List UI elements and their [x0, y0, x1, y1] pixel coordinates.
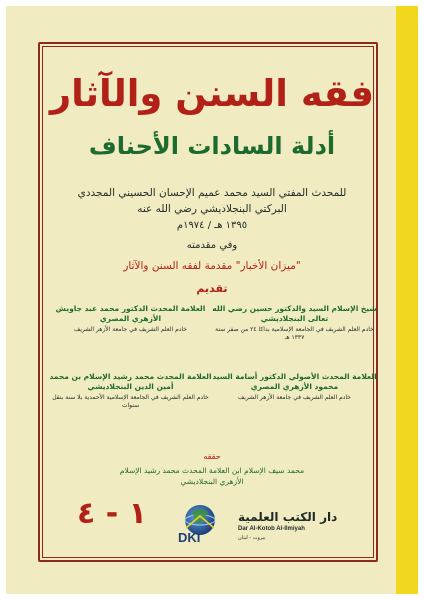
publisher-name-en: Dar Al-Kotob Al-Ilmiyah: [238, 526, 305, 532]
presenter-4-name: العلامة المحدث محمد رشيد الإسلام بن محمد أمين الدين البنجلاديشي: [49, 372, 212, 392]
presenter-3: [212, 372, 377, 402]
intro-title: "ميزان الأخبار" مقدمة لفقه السنن والآثار: [123, 260, 301, 272]
editor-line-1: محمد سيف الإسلام ابن العلامة المحدث محمد رشيد الإسلام: [119, 466, 305, 475]
volume-range: ١ - ٤: [77, 496, 147, 531]
author-line-1: للمحدث المفتي السيد محمد عميم الإحسان الحسيني المجددي: [77, 187, 347, 199]
publisher-logo: [170, 502, 338, 550]
author-block: [0, 186, 424, 218]
intro-label: وفي مقدمته: [186, 240, 238, 251]
presenter-3-name: العلامة المحدث الأصولي الدكتور أسامة السيد محمود الأزهري المصري: [212, 372, 377, 392]
presenter-2-name: العلامة المحدث الدكتور محمد عبد جاويش الأزهري المصري: [55, 304, 206, 324]
presenter-1: [212, 304, 377, 342]
sub-title: أدلة السادات الأحناف: [88, 132, 336, 160]
main-title: فقه السنن والآثار: [49, 72, 375, 115]
tahqiq-label: حققه: [203, 452, 221, 461]
presenter-2: [48, 304, 213, 334]
author-dates: ١٣٩٥ هـ / ١٩٧٤م: [176, 220, 248, 231]
presenter-1-desc: خادم العلم الشريف في الجامعة الإسلامية بداكا ٢٤ من صفر سنة ١٣٣٧ هـ: [215, 326, 374, 342]
taqdim-label: تقديم: [196, 282, 228, 295]
presenter-2-desc: خادم العلم الشريف في جامعة الأزهر الشريف: [73, 326, 187, 334]
editor-line-2: الأزهري البنجلاديشي: [180, 476, 244, 486]
publisher-abbr: DKI: [178, 530, 201, 545]
presenter-3-desc: خادم العلم الشريف في جامعة الأزهر الشريف: [237, 394, 351, 402]
presenter-4: [48, 372, 213, 410]
publisher-location: بيروت - لبنان: [238, 535, 266, 541]
author-line-2: البركتي البنجلاديشي رضي الله عنه: [137, 202, 287, 215]
publisher-name-ar: دار الكتب العلمية: [238, 510, 338, 524]
presenter-1-name: شيخ الإسلام السيد والدكتور حسين رضي الله تعالى البنجلاديشي: [212, 304, 377, 324]
presenter-4-desc: خادم العلم الشريف في الجامعة الإسلامية الأحمدية بلا سنة بنقل سنوات: [52, 394, 209, 410]
editor-block: [0, 466, 424, 487]
